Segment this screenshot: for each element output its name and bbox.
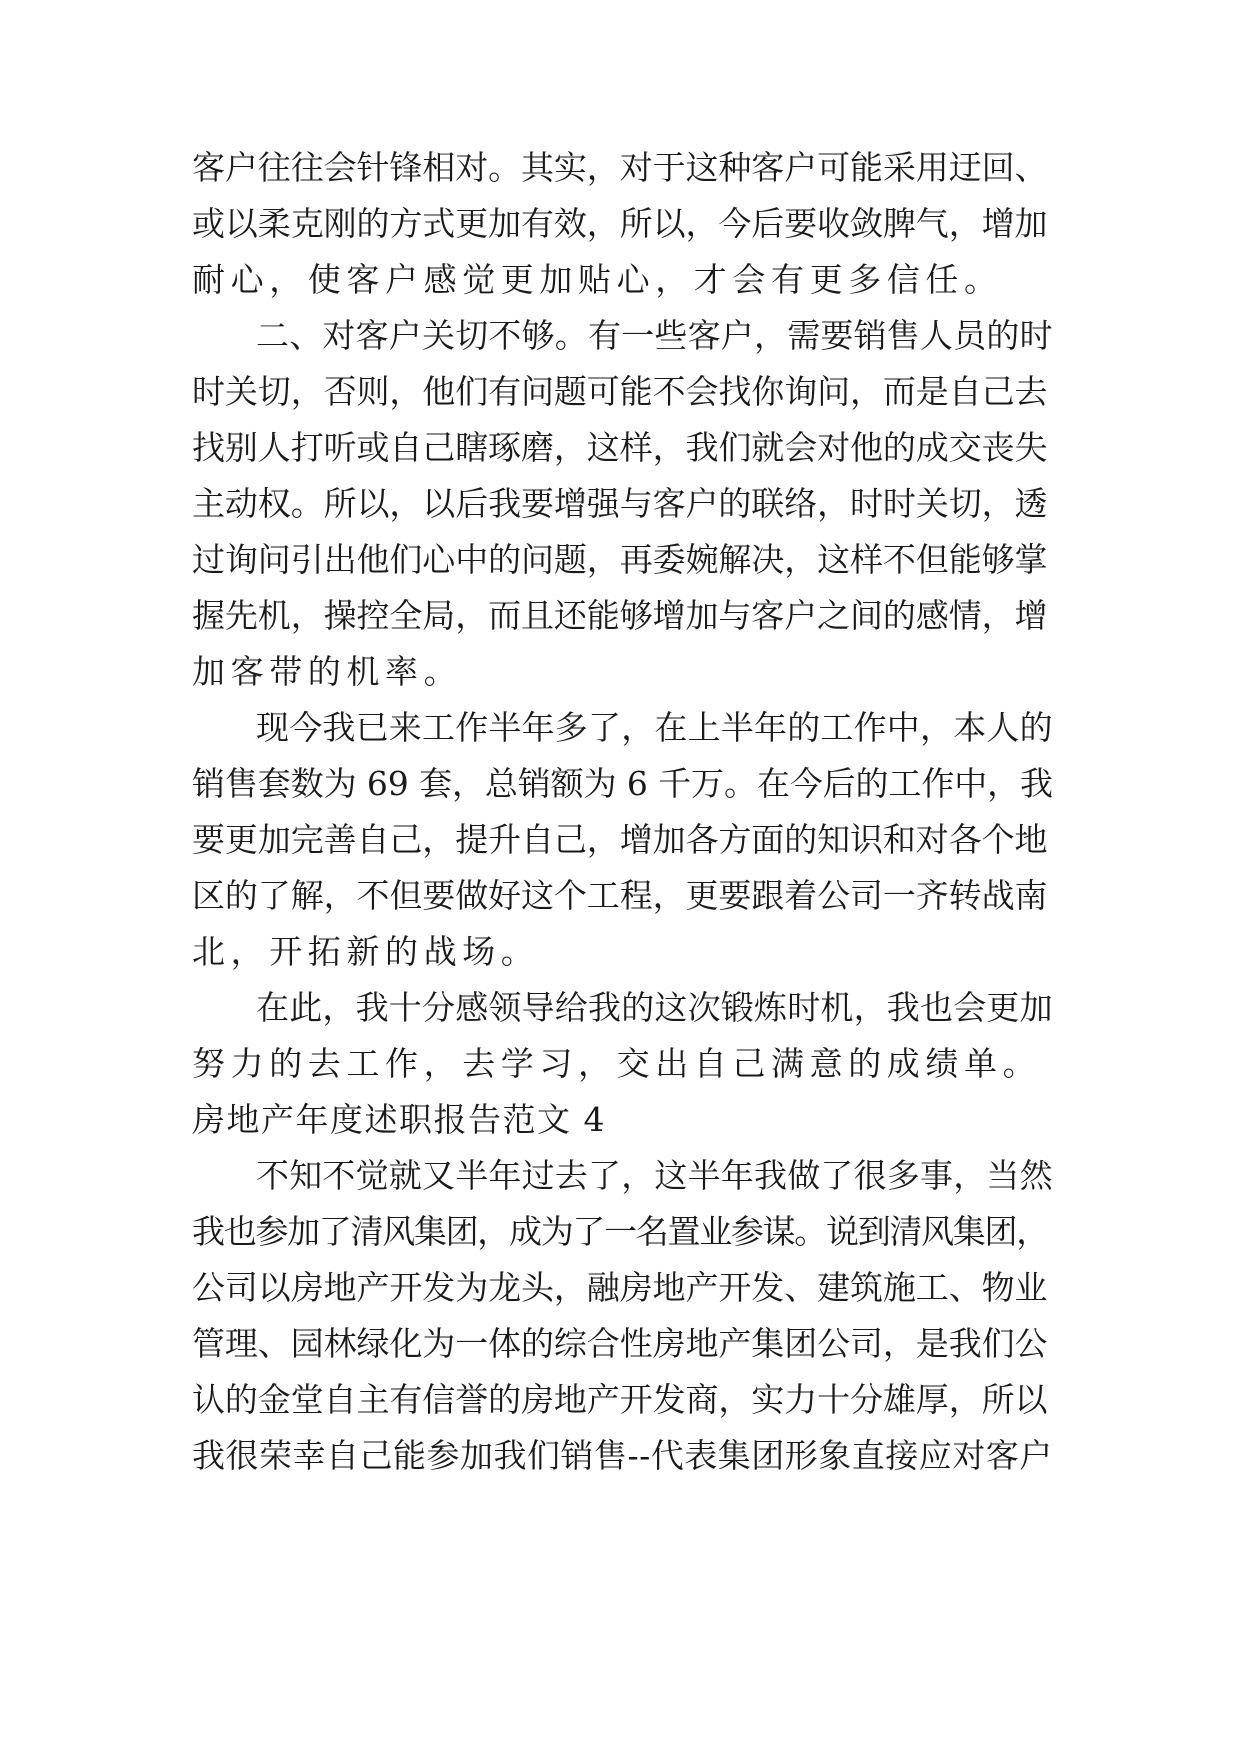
paragraph-line: 耐心，使客户感觉更加贴心，才会有更多信任。 <box>192 260 1003 299</box>
paragraph-line: 努力的去工作，去学习，交出自己满意的成绩单。 <box>192 1044 1042 1083</box>
paragraph-first-line: 二、对客户关切不够。有一些客户，需要销售人员的时 <box>256 316 1053 355</box>
paragraph-line: 主动权。所以，以后我要增强与客户的联络，时时关切，透 <box>192 484 1048 523</box>
paragraph-line: 过询问引出他们心中的问题，再委婉解决，这样不但能够掌 <box>192 540 1048 579</box>
paragraph-line: 加客带的机率。 <box>192 652 463 691</box>
paragraph-line: 握先机，操控全局，而且还能够增加与客户之间的感情，增 <box>192 596 1048 635</box>
paragraph-line: 我很荣幸自己能参加我们销售--代表集团形象直接应对客户 <box>192 1436 1053 1475</box>
paragraph-line: 我也参加了清风集团，成为了一名置业参谋。说到清风集团， <box>192 1212 1048 1251</box>
section-heading: 房地产年度述职报告范文 4 <box>192 1100 606 1139</box>
paragraph-line: 要更加完善自己，提升自己，增加各方面的知识和对各个地 <box>192 820 1048 859</box>
paragraph-line: 销售套数为 69 套，总销额为 6 千万。在今后的工作中，我 <box>192 764 1053 803</box>
paragraph-line: 客户往往会针锋相对。其实，对于这种客户可能采用迂回、 <box>192 148 1048 187</box>
paragraph-line: 找别人打听或自己瞎琢磨，这样，我们就会对他的成交丧失 <box>192 428 1048 467</box>
paragraph-first-line: 在此，我十分感领导给我的这次锻炼时机，我也会更加 <box>256 988 1053 1027</box>
paragraph-first-line: 现今我已来工作半年多了，在上半年的工作中，本人的 <box>256 708 1053 747</box>
paragraph-line: 时关切，否则，他们有问题可能不会找你询问，而是自己去 <box>192 372 1048 411</box>
paragraph-line: 或以柔克刚的方式更加有效，所以，今后要收敛脾气，增加 <box>192 204 1048 243</box>
paragraph-line: 区的了解，不但要做好这个工程，更要跟着公司一齐转战南 <box>192 876 1048 915</box>
paragraph-first-line: 不知不觉就又半年过去了，这半年我做了很多事，当然 <box>256 1156 1053 1195</box>
paragraph-line: 北，开拓新的战场。 <box>192 932 540 971</box>
paragraph-line: 公司以房地产开发为龙头，融房地产开发、建筑施工、物业 <box>192 1268 1048 1307</box>
paragraph-line: 认的金堂自主有信誉的房地产开发商，实力十分雄厚，所以 <box>192 1380 1048 1419</box>
paragraph-line: 管理、园林绿化为一体的综合性房地产集团公司，是我们公 <box>192 1324 1048 1363</box>
